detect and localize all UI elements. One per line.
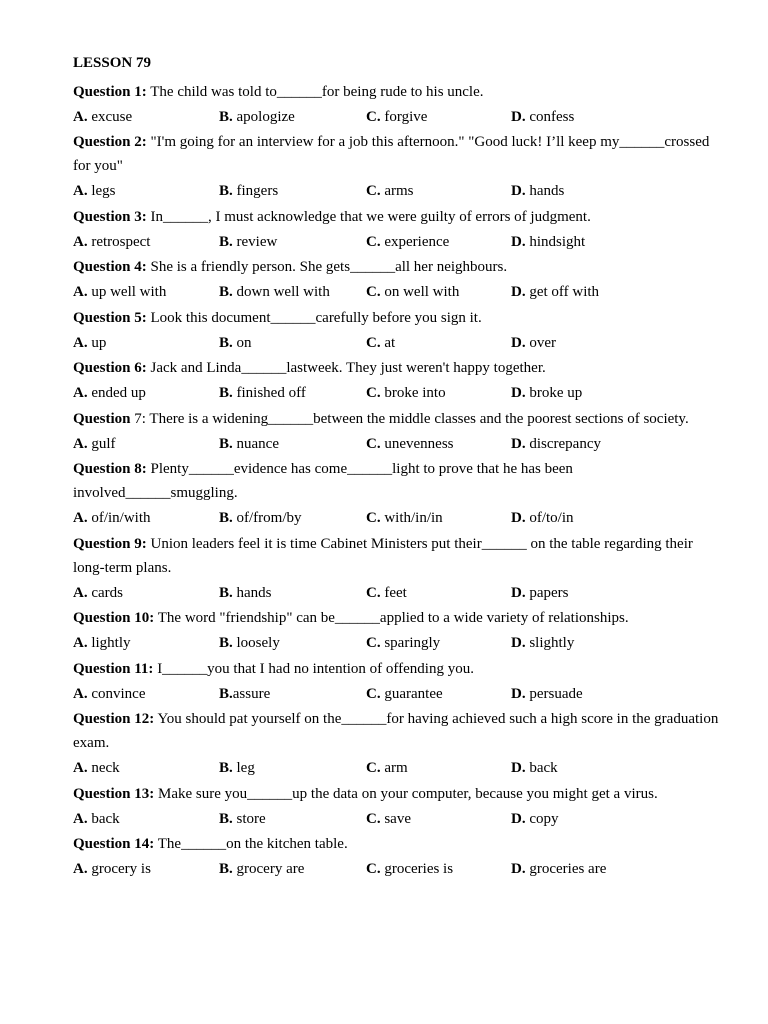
question-label: Question 4:: [73, 259, 147, 275]
answer-option: [73, 755, 219, 782]
answer-option: [73, 806, 219, 833]
question-stem: [73, 707, 728, 755]
option-text: loosely: [232, 635, 280, 651]
answer-options: [73, 229, 728, 256]
question-label: Question 6:: [73, 360, 147, 376]
answer-option: [366, 279, 511, 306]
question-list: [73, 80, 728, 883]
answer-options: [73, 856, 728, 883]
question-text: I______you that I had no intention of offending you.: [153, 660, 474, 677]
option-letter: A.: [73, 635, 88, 651]
question-block: [73, 306, 728, 357]
question-block: [73, 532, 728, 607]
question-block: [73, 457, 728, 532]
option-text: get off with: [525, 284, 600, 300]
answer-options: [73, 630, 728, 657]
answer-options: [73, 580, 728, 607]
option-text: at: [380, 334, 396, 351]
option-letter: C.: [366, 760, 381, 776]
question-label: Question 14:: [73, 836, 155, 852]
question-stem: [73, 832, 728, 856]
answer-option: [73, 580, 219, 607]
option-letter: D.: [511, 685, 526, 702]
answer-options: [73, 806, 728, 833]
question-label: Question 5:: [73, 309, 147, 326]
answer-option: [219, 380, 366, 407]
option-text: store: [232, 810, 266, 827]
option-letter: C.: [366, 108, 381, 125]
option-text: fingers: [232, 183, 279, 199]
option-text: confess: [525, 108, 575, 125]
option-text: broke into: [380, 385, 446, 401]
question-label: Question 3:: [73, 208, 147, 225]
answer-option: [366, 330, 511, 357]
option-letter: C.: [366, 233, 381, 250]
answer-option: [219, 755, 366, 782]
answer-option: [366, 755, 511, 782]
answer-option: [366, 178, 511, 205]
option-letter: C.: [366, 385, 381, 401]
answer-option: [511, 178, 728, 205]
answer-option: [511, 104, 728, 131]
option-letter: D.: [511, 510, 526, 526]
option-letter: B.: [219, 510, 233, 526]
option-letter: B.: [219, 584, 233, 601]
question-text: She is a friendly person. She gets______all her neighbours.: [146, 259, 508, 275]
option-text: up well with: [87, 284, 167, 300]
option-letter: C.: [366, 284, 381, 300]
answer-option: [511, 380, 728, 407]
option-text: guarantee: [380, 685, 443, 702]
answer-options: [73, 505, 728, 532]
answer-option: [219, 178, 366, 205]
option-text: sparingly: [380, 635, 441, 651]
answer-option: [73, 229, 219, 256]
answer-option: [73, 178, 219, 205]
option-text: leg: [232, 760, 255, 776]
option-text: assure: [232, 685, 271, 702]
option-text: review: [232, 233, 278, 250]
answer-option: [366, 856, 511, 883]
answer-option: [219, 806, 366, 833]
answer-options: [73, 380, 728, 407]
option-letter: B.: [219, 183, 233, 199]
answer-option: [219, 330, 366, 357]
option-letter: D.: [511, 334, 526, 351]
answer-option: [511, 431, 728, 458]
option-letter: A.: [73, 685, 88, 702]
answer-option: [219, 229, 366, 256]
option-letter: A.: [73, 284, 88, 300]
option-letter: D.: [511, 810, 526, 827]
question-text: "I'm going for an interview for a job this afternoon." "Good luck! I’ll keep my______crossed for you": [73, 134, 710, 174]
question-stem: [73, 407, 728, 431]
answer-option: [511, 806, 728, 833]
option-text: broke up: [525, 385, 583, 401]
question-label: Question 1:: [73, 83, 147, 100]
question-stem: [73, 356, 728, 380]
option-letter: A.: [73, 810, 88, 827]
option-letter: B.: [219, 284, 233, 300]
question-text: You should pat yourself on the______for having achieved such a high score in the graduation exam.: [73, 711, 719, 751]
option-text: forgive: [380, 108, 428, 125]
question-text: The child was told to______for being rude to his uncle.: [146, 83, 484, 100]
answer-option: [219, 279, 366, 306]
option-letter: C.: [366, 810, 381, 827]
question-stem: [73, 130, 728, 178]
option-text: nuance: [232, 435, 279, 452]
option-letter: D.: [511, 385, 526, 401]
option-text: arm: [380, 760, 408, 776]
answer-option: [219, 431, 366, 458]
answer-option: [73, 431, 219, 458]
option-letter: A.: [73, 435, 88, 452]
option-letter: A.: [73, 385, 88, 401]
option-text: over: [525, 334, 556, 351]
question-stem: [73, 457, 728, 505]
question-stem: [73, 205, 728, 229]
answer-option: [73, 104, 219, 131]
answer-option: [73, 330, 219, 357]
question-stem: [73, 80, 728, 104]
answer-options: [73, 330, 728, 357]
answer-option: [219, 856, 366, 883]
option-text: legs: [87, 183, 116, 199]
option-text: on: [232, 334, 252, 351]
option-text: groceries are: [525, 861, 607, 877]
option-text: convince: [87, 685, 146, 702]
option-letter: A.: [73, 233, 88, 250]
question-block: [73, 407, 728, 458]
option-letter: B.: [219, 760, 233, 776]
option-text: neck: [87, 760, 120, 776]
question-label: Question 12:: [73, 711, 155, 727]
answer-option: [511, 229, 728, 256]
question-stem: [73, 657, 728, 681]
answer-option: [219, 505, 366, 532]
option-letter: B.: [219, 108, 233, 125]
option-letter: D.: [511, 584, 526, 601]
option-text: finished off: [232, 385, 306, 401]
answer-option: [73, 630, 219, 657]
question-label: Question 13:: [73, 785, 155, 802]
lesson-title: LESSON 79: [73, 55, 151, 71]
option-letter: A.: [73, 510, 88, 526]
option-letter: B.: [219, 385, 233, 401]
option-letter: C.: [366, 183, 381, 199]
option-letter: A.: [73, 108, 88, 125]
answer-option: [366, 630, 511, 657]
question-text: 7: There is a widening______between the middle classes and the poorest sections of society.: [130, 410, 689, 427]
question-stem: [73, 532, 728, 580]
question-stem: [73, 306, 728, 330]
option-text: save: [380, 810, 411, 827]
option-text: grocery are: [232, 861, 305, 877]
answer-option: [219, 104, 366, 131]
question-block: [73, 80, 728, 131]
option-text: feet: [380, 584, 407, 601]
option-letter: B.: [219, 861, 233, 877]
question-label: Question 9:: [73, 535, 147, 552]
answer-option: [511, 330, 728, 357]
answer-option: [73, 505, 219, 532]
option-letter: C.: [366, 584, 381, 601]
answer-option: [366, 380, 511, 407]
option-text: lightly: [87, 635, 131, 651]
question-block: [73, 657, 728, 708]
option-letter: B.: [219, 435, 233, 452]
option-text: gulf: [87, 435, 116, 452]
option-letter: D.: [511, 233, 526, 250]
answer-option: [73, 681, 219, 708]
question-text: Make sure you______up the data on your computer, because you might get a virus.: [154, 785, 658, 802]
question-block: [73, 782, 728, 833]
question-label: Question 8:: [73, 461, 147, 477]
answer-option: [366, 431, 511, 458]
question-label: Question 2:: [73, 134, 147, 150]
option-letter: C.: [366, 510, 381, 526]
option-letter: B.: [219, 810, 233, 827]
option-letter: A.: [73, 584, 88, 601]
option-text: of/to/in: [525, 510, 574, 526]
option-letter: A.: [73, 760, 88, 776]
option-text: cards: [87, 584, 123, 601]
option-text: arms: [380, 183, 414, 199]
question-label: Question 10:: [73, 610, 155, 626]
option-text: apologize: [232, 108, 295, 125]
answer-option: [219, 580, 366, 607]
question-text: Jack and Linda______lastweek. They just weren't happy together.: [146, 360, 546, 376]
option-text: retrospect: [87, 233, 151, 250]
option-letter: C.: [366, 435, 381, 452]
answer-option: [366, 681, 511, 708]
option-text: back: [525, 760, 558, 776]
question-text: The word "friendship" can be______applied to a wide variety of relationships.: [154, 610, 629, 626]
question-text: The______on the kitchen table.: [154, 836, 348, 852]
question-stem: [73, 255, 728, 279]
option-text: back: [87, 810, 120, 827]
option-letter: D.: [511, 108, 526, 125]
question-block: [73, 356, 728, 407]
answer-option: [366, 229, 511, 256]
option-letter: D.: [511, 284, 526, 300]
answer-option: [511, 279, 728, 306]
option-letter: A.: [73, 334, 88, 351]
question-block: [73, 832, 728, 883]
option-text: down well with: [232, 284, 330, 300]
question-stem: [73, 606, 728, 630]
option-letter: C.: [366, 334, 381, 351]
option-text: hands: [232, 584, 272, 601]
question-block: [73, 130, 728, 205]
option-letter: C.: [366, 635, 381, 651]
question-block: [73, 707, 728, 782]
question-text: Look this document______carefully before you sign it.: [146, 309, 482, 326]
answer-option: [511, 580, 728, 607]
answer-option: [366, 505, 511, 532]
option-text: persuade: [525, 685, 583, 702]
option-text: on well with: [380, 284, 460, 300]
option-letter: D.: [511, 435, 526, 452]
option-text: ended up: [87, 385, 146, 401]
option-text: groceries is: [380, 861, 454, 877]
answer-options: [73, 681, 728, 708]
answer-options: [73, 279, 728, 306]
answer-option: [511, 681, 728, 708]
answer-options: [73, 431, 728, 458]
answer-option: [511, 505, 728, 532]
option-letter: C.: [366, 685, 381, 702]
option-letter: D.: [511, 183, 526, 199]
question-text: In______, I must acknowledge that we were guilty of errors of judgment.: [146, 208, 591, 225]
option-text: of/from/by: [232, 510, 302, 526]
question-block: [73, 205, 728, 256]
answer-option: [511, 755, 728, 782]
question-label: Question 11:: [73, 660, 154, 677]
option-letter: D.: [511, 861, 526, 877]
answer-option: [73, 279, 219, 306]
option-letter: A.: [73, 861, 88, 877]
option-text: excuse: [87, 108, 133, 125]
question-text: Plenty______evidence has come______light to prove that he has been involved______smuggling.: [73, 461, 573, 501]
option-letter: B.: [219, 334, 233, 351]
answer-option: [73, 856, 219, 883]
option-text: hindsight: [525, 233, 586, 250]
option-text: up: [87, 334, 107, 351]
option-text: unevenness: [380, 435, 454, 452]
option-text: slightly: [525, 635, 575, 651]
question-block: [73, 255, 728, 306]
option-text: of/in/with: [87, 510, 151, 526]
option-letter: B.: [219, 685, 233, 702]
option-text: discrepancy: [525, 435, 601, 452]
question-text: Union leaders feel it is time Cabinet Ministers put their______ on the table regarding their long-term plans.: [73, 535, 693, 576]
answer-option: [73, 380, 219, 407]
answer-option: [366, 806, 511, 833]
option-letter: C.: [366, 861, 381, 877]
question-block: [73, 606, 728, 657]
answer-options: [73, 104, 728, 131]
option-letter: D.: [511, 760, 526, 776]
answer-option: [219, 630, 366, 657]
option-text: grocery is: [87, 861, 151, 877]
option-text: papers: [525, 584, 569, 601]
option-letter: B.: [219, 635, 233, 651]
answer-option: [511, 856, 728, 883]
question-label: Question: [73, 410, 131, 427]
option-text: with/in/in: [380, 510, 443, 526]
question-stem: [73, 782, 728, 806]
answer-option: [366, 580, 511, 607]
option-text: experience: [380, 233, 450, 250]
option-letter: A.: [73, 183, 88, 199]
answer-options: [73, 178, 728, 205]
option-letter: B.: [219, 233, 233, 250]
answer-options: [73, 755, 728, 782]
option-letter: D.: [511, 635, 526, 651]
option-text: copy: [525, 810, 559, 827]
answer-option: [219, 681, 366, 708]
answer-option: [511, 630, 728, 657]
option-text: hands: [525, 183, 565, 199]
answer-option: [366, 104, 511, 131]
